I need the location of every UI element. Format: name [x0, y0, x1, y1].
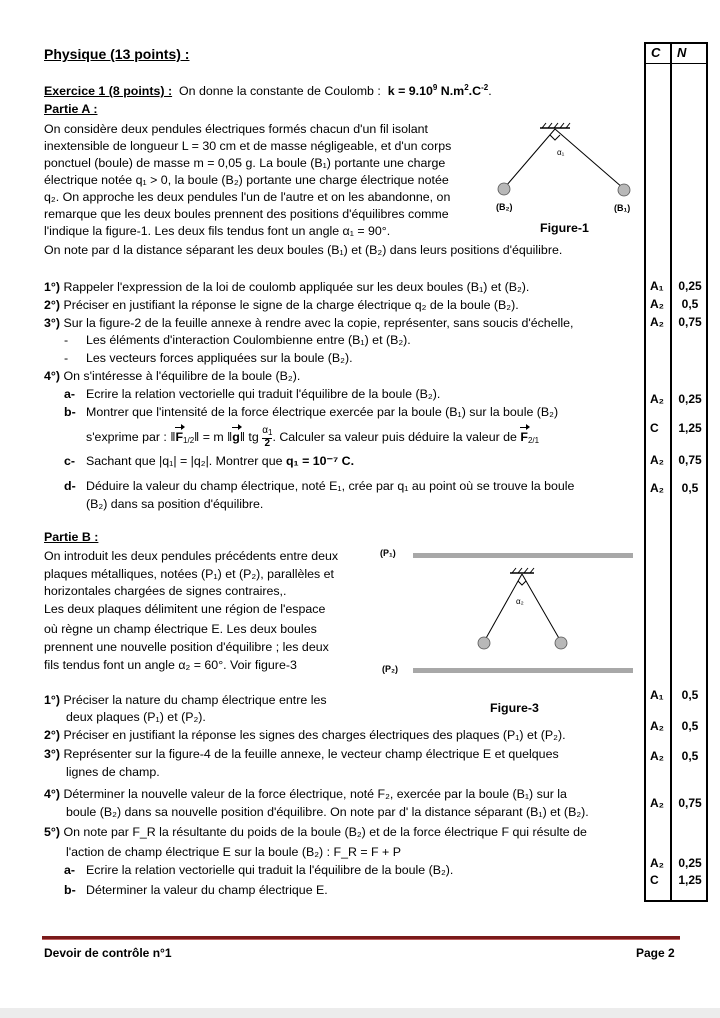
- question-a-2: [44, 297, 519, 313]
- figure-3-caption: Figure-3: [490, 701, 539, 715]
- grading-criteria: A₂: [650, 481, 664, 495]
- question-number: 3°): [44, 747, 60, 761]
- grading-criteria: A₂: [650, 392, 664, 406]
- question-b-2: [44, 727, 566, 743]
- grading-note: 1,25: [678, 421, 702, 435]
- question-number: 1°): [44, 280, 60, 294]
- ball-b2-label: (B₂): [496, 202, 513, 212]
- question-text: Préciser la nature du champ électrique entre les: [63, 693, 327, 707]
- plate-p1: [413, 553, 633, 558]
- ball-b1-label: (B₁): [614, 203, 631, 213]
- constant-units: N.m: [440, 84, 465, 98]
- grading-note: 0,25: [678, 856, 702, 870]
- question-text: Déterminer la valeur du champ électrique E.: [86, 883, 328, 897]
- grading-criteria: C: [650, 873, 659, 887]
- part-b-line: plaques métalliques, notées (P₁) et (P₂), parallèles et: [44, 567, 334, 581]
- grading-table: [644, 42, 708, 902]
- plate-p2: [413, 668, 633, 673]
- question-text: Montrer que l'intensité de la force électrique exercée par la boule (B₁) sur la boule (B₂): [86, 405, 559, 419]
- question-a-4b: [64, 404, 558, 420]
- grading-note: 0,5: [681, 297, 699, 311]
- question-text: Les vecteurs forces appliquées sur la boule (B₂).: [86, 351, 353, 365]
- question-b-1: [44, 692, 327, 708]
- question-b-4-cont: boule (B₂) dans sa nouvelle position d'équilibre. On note par d' la distance séparant (B₁) et (B₂).: [66, 805, 589, 819]
- question-b-5: [44, 824, 587, 840]
- grading-note: 1,25: [678, 873, 702, 887]
- constant-end: .: [488, 84, 492, 98]
- question-number: 2°): [44, 298, 60, 312]
- question-text: s'exprime par :: [86, 429, 167, 444]
- footer-rule: [42, 936, 680, 940]
- part-b-line: horizontales chargées de signes contraires,.: [44, 584, 287, 598]
- units-c: .C: [468, 84, 482, 98]
- question-b-5a: [64, 862, 453, 878]
- question-a-3-item-2: [64, 350, 353, 366]
- grading-note: 0,5: [681, 749, 699, 763]
- exercise-1-header: [44, 80, 492, 99]
- question-text: On note par F_R la résultante du poids de la boule (B₂) et de la force électrique F qui résulte de: [63, 825, 587, 839]
- grading-header-note: N: [677, 45, 687, 60]
- part-a-line: On note par d la distance séparant les deux boules (B₁) et (B₂) dans leurs positions d'équilibre.: [44, 243, 563, 257]
- plate-p1-label: (P₁): [380, 548, 396, 558]
- question-number: 4°): [44, 369, 60, 383]
- sub-question-letter: a-: [64, 387, 76, 401]
- part-a-heading: Partie A :: [44, 102, 98, 116]
- question-a-4: [44, 368, 300, 384]
- figure-1-caption: Figure-1: [540, 221, 589, 235]
- part-b-line: Les deux plaques délimitent une région de l'espace: [44, 602, 326, 616]
- question-a-4d-cont: (B₂) dans sa position d'équilibre.: [86, 497, 264, 511]
- part-a-line: On considère deux pendules électriques formés chacun d'un fil isolant: [44, 122, 428, 136]
- question-text: Représenter sur la figure-4 de la feuille annexe, le vecteur champ électrique E et quelques: [63, 747, 559, 761]
- part-a-line: ponctuel (boule) de masse m = 0,05 g. La boule (B₁) portante une charge: [44, 156, 446, 170]
- question-text: . Calculer sa valeur puis déduire la valeur de: [272, 429, 517, 444]
- question-number: 1°): [44, 693, 60, 707]
- question-text: Ecrire la relation vectorielle qui traduit la l'équilibre de la boule (B₂).: [86, 863, 454, 877]
- question-text: Sur la figure-2 de la feuille annexe à rendre avec la copie, représenter, sans soucis d'échelle,: [63, 316, 574, 330]
- sub-question-letter: b-: [64, 883, 76, 897]
- plate-p2-label: (P₂): [382, 664, 398, 674]
- question-text: Rappeler l'expression de la loi de coulomb appliquée sur les deux boules (B₁) et (B₂).: [63, 280, 530, 294]
- page-bottom-margin: [0, 1008, 720, 1018]
- question-text: Les éléments d'interaction Coulombienne entre (B₁) et (B₂).: [86, 333, 411, 347]
- grading-note: 0,75: [678, 315, 702, 329]
- grading-criteria: A₂: [650, 453, 664, 467]
- question-text: Sachant que |q₁| = |q₂|. Montrer que: [86, 454, 283, 468]
- question-a-4c: [64, 453, 354, 469]
- grading-note: 0,5: [681, 481, 699, 495]
- question-b-1-cont: deux plaques (P₁) et (P₂).: [66, 710, 206, 724]
- grading-criteria: A₂: [650, 719, 664, 733]
- alpha1-label: α₁: [557, 148, 565, 157]
- part-b-heading: Partie B :: [44, 530, 99, 544]
- units-exp-1: 2: [464, 83, 469, 92]
- question-a-4b-formula-line: s'exprime par : $‖F_{1/2}‖ = m$ ‖g‖ tg $\frac{\alpha_1}{2}$. Calculer sa valeur puis déduire la valeur de $F_{2/1}$: [86, 425, 540, 449]
- question-number: 2°): [44, 728, 60, 742]
- part-b-line: où règne un champ électrique E. Les deux boules: [44, 622, 317, 636]
- grading-criteria: A₂: [650, 856, 664, 870]
- grading-header-criteria: C: [651, 45, 661, 60]
- grading-note: 0,5: [681, 688, 699, 702]
- exercise-1-intro: On donne la constante de Coulomb :: [179, 84, 381, 98]
- question-text: On s'intéresse à l'équilibre de la boule (B₂).: [63, 369, 301, 383]
- footer-title: Devoir de contrôle n°1: [44, 946, 172, 960]
- question-a-1: [44, 279, 529, 295]
- part-a-line: l'indique la figure-1. Les deux fils tendus font un angle α₁ = 90°.: [44, 224, 391, 238]
- grading-criteria: A₂: [650, 297, 664, 311]
- question-a-4d: [64, 478, 574, 494]
- question-a-4a: [64, 386, 440, 402]
- question-number: 5°): [44, 825, 60, 839]
- question-text: Préciser en justifiant la réponse le signe de la charge électrique q₂ de la boule (B₂).: [63, 298, 519, 312]
- page-number: Page 2: [636, 946, 675, 960]
- page-title: Physique (13 points) :: [44, 46, 190, 62]
- coulomb-constant: k = 9.10: [387, 84, 433, 98]
- part-b-line: prennent une nouvelle position d'équilibre ; les deux: [44, 640, 329, 654]
- sub-question-letter: b-: [64, 405, 76, 419]
- exercise-1-heading: Exercice 1 (8 points) :: [44, 84, 173, 98]
- question-a-3-item-1: [64, 332, 411, 348]
- grading-criteria: A₂: [650, 796, 664, 810]
- question-text: Déduire la valeur du champ électrique, noté E₁, crée par q₁ au point où se trouve la boule: [86, 479, 575, 493]
- question-text: Préciser en justifiant la réponse les signes des charges électriques des plaques (P₁) et (P₂).: [63, 728, 566, 742]
- grading-note: 0,5: [681, 719, 699, 733]
- grading-criteria: C: [650, 421, 659, 435]
- grading-table-divider: [670, 42, 672, 902]
- part-a-line: q₂. On approche les deux pendules l'un de l'autre et on les abandonne, on: [44, 190, 451, 204]
- sub-question-letter: c-: [64, 454, 76, 468]
- part-b-line: fils tendus font un angle α₂ = 60°. Voir figure-3: [44, 658, 297, 672]
- question-text: Déterminer la nouvelle valeur de la force électrique, noté F₂, exercée par la boule (B₁) sur la: [63, 787, 567, 801]
- question-a-3: [44, 315, 573, 331]
- question-b-4: [44, 786, 567, 802]
- grading-header-rule: [644, 63, 708, 64]
- force-formula: $‖F_{1/2}‖ = m$ ‖g‖ tg $\frac{\alpha_1}{2}$: [170, 425, 273, 449]
- charge-value: q₁ = 10⁻⁷ C.: [285, 454, 355, 468]
- question-b-3: [44, 746, 559, 762]
- grading-note: 0,75: [678, 796, 702, 810]
- alpha2-label: α₂: [516, 597, 524, 606]
- grading-note: 0,75: [678, 453, 702, 467]
- sub-question-letter: d-: [64, 479, 76, 493]
- question-number: 4°): [44, 787, 60, 801]
- bullet: -: [64, 351, 69, 365]
- question-b-5-cont: l'action de champ électrique E sur la boule (B₂) : F_R = F + P: [66, 845, 401, 859]
- bullet: -: [64, 333, 69, 347]
- sub-question-letter: a-: [64, 863, 76, 877]
- grading-criteria: A₂: [650, 749, 664, 763]
- question-b-3-cont: lignes de champ.: [66, 765, 160, 779]
- question-b-5b: [64, 882, 328, 898]
- figure-3-diagram: [470, 565, 580, 665]
- grading-note: 0,25: [678, 392, 702, 406]
- grading-criteria: A₂: [650, 315, 664, 329]
- question-text: Ecrire la relation vectorielle qui traduit l'équilibre de la boule (B₂).: [86, 387, 441, 401]
- constant-exponent: 9: [432, 83, 438, 92]
- grading-criteria: A₁: [650, 688, 664, 702]
- grading-note: 0,25: [678, 279, 702, 293]
- grading-criteria: A₁: [650, 279, 664, 293]
- part-a-line: électrique notée q₁ > 0, la boule (B₂) portante une charge électrique notée: [44, 173, 449, 187]
- units-exp-2: -2: [481, 83, 489, 92]
- part-b-line: On introduit les deux pendules précédents entre deux: [44, 549, 339, 563]
- question-number: 3°): [44, 316, 60, 330]
- part-a-line: inextensible de longueur L = 30 cm et de masse négligeable, et d'un corps: [44, 139, 452, 153]
- part-a-line: remarque que les deux boules prennent des positions d'équilibres comme: [44, 207, 449, 221]
